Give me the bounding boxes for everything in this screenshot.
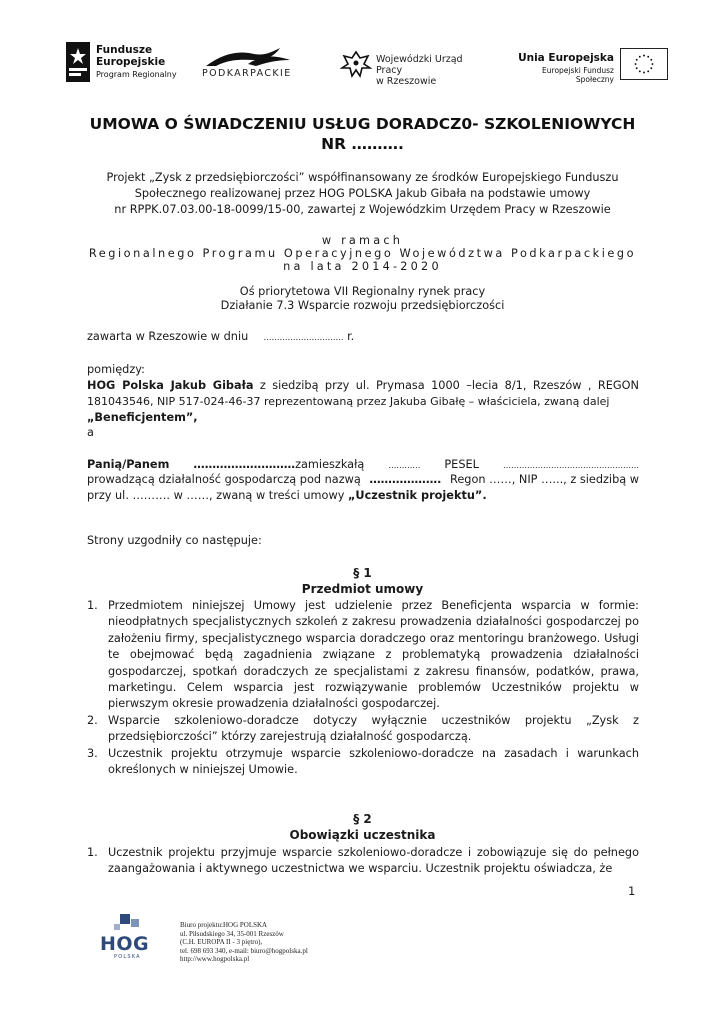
axis-line-1: Oś priorytetowa VII Regionalny rynek pracy	[239, 285, 486, 298]
hog-word: HOG	[100, 933, 150, 955]
page-number: 1	[628, 884, 636, 898]
participant-pesel-label: PESEL	[444, 458, 479, 471]
footer-line: tel. 698 693 340, e-mail: biuro@hogpolska.pl	[180, 946, 308, 955]
hog-squares-icon	[100, 913, 160, 935]
wup-logo	[340, 50, 490, 87]
between-label: pomiędzy:	[87, 363, 145, 376]
item-text: Przedmiotem niniejszej Umowy jest udzielenie przez Beneficjenta wsparcia w formie: nieodpłatnych specjalistycznych szkoleń z zakresu prowadzenia działalności gospodarczej po założeniu firmy, specjalistycznego wsparcia doradczego oraz mentoringu branżowego. Usługi te obejmować będą zagadnienia związane z problematyką prowadzenia działalności gospodarczej, spotkań doradczych ze specjalistami z zakresu finansów, podatków, prawa, marketingu. Celem wsparcia jest rozwiązywanie problemów Uczestników projektu w pierwszym okresie prowadzenia działalności gospodarczej.	[108, 599, 639, 711]
fundusze-europejskie-logo	[66, 42, 186, 84]
participant-name-dots: ………………………	[193, 458, 296, 471]
participant-regon-nip: Regon ……, NIP …..., z siedzibą w	[450, 473, 639, 486]
concluded-suffix: r.	[347, 330, 355, 343]
project-line-3: nr RPPK.07.03.00-18-0099/15-00, zawartej z Wojewódzkim Urzędem Pracy w Rzeszowie	[114, 203, 611, 216]
section1-title: Przedmiot umowy	[301, 582, 424, 596]
item-number: 2.	[87, 713, 98, 727]
section1-list	[87, 598, 639, 778]
section1-item	[87, 746, 639, 779]
beneficiary-line-2: 181043546, NIP 517-024-46-37 reprezentowaną przez Jakuba Gibałę – właściciela, zwaną dalej	[87, 395, 610, 408]
eu-flag-icon	[620, 48, 668, 80]
podkarpackie-text: PODKARPACKIE	[202, 68, 292, 79]
agreed-line: Strony uzgodniły co następuje:	[87, 534, 262, 547]
beneficiary-alias: „Beneficjentem”,	[87, 411, 198, 424]
item-number: 1.	[87, 846, 98, 859]
eu-line2: Europejski Fundusz Społeczny	[542, 66, 614, 84]
fe-star-icon	[66, 42, 90, 82]
participant-line-3	[87, 488, 639, 504]
beneficiary-name-bold: HOG Polska Jakub Gibała	[87, 379, 254, 392]
section2-list	[87, 845, 639, 878]
podkarpackie-swoosh-icon	[198, 46, 302, 68]
concluded-line	[87, 329, 639, 346]
concluded-dots: …………………………	[263, 333, 344, 342]
section2-item	[87, 845, 639, 878]
project-line-2: Społecznego realizowanej przez HOG POLSKA Jakub Gibała na podstawie umowy	[134, 187, 591, 200]
fe-line1: Fundusze	[96, 44, 153, 56]
fe-line3: Program Regionalny	[96, 70, 177, 79]
item-text: Wsparcie szkoleniowo-doradcze dotyczy wyłącznie uczestników projektu „Zysk z przedsiębiorczości” którzy zarejestrują działalność gospodarczą.	[108, 713, 639, 744]
participant-residence: zamieszkałą	[295, 458, 365, 471]
section1-item	[87, 713, 639, 746]
eu-logo	[510, 48, 710, 82]
beneficiary-address: z siedzibą przy ul. Prymasa 1000 –lecia 8/1, Rzeszów , REGON	[259, 379, 639, 392]
eu-line1: Unia Europejska	[518, 52, 614, 64]
footer-line: ul. Piłsudskiego 34, 35-001 Rzeszów	[180, 929, 284, 938]
participant-pesel-dots: ……………………………………………	[503, 461, 639, 470]
program-line-2: Regionalnego Programu Operacyjnego Województwa Podkarpackiego	[88, 247, 637, 260]
wup-line2: w Rzeszowie	[376, 76, 437, 87]
participant-alias: „Uczestnik projektu”.	[347, 489, 487, 502]
concluded-prefix: zawarta w Rzeszowie w dniu	[87, 330, 249, 343]
beneficiary-line-1	[87, 378, 639, 394]
hog-sub: POLSKA	[114, 954, 141, 960]
section2-number: § 2	[353, 812, 372, 826]
and-label: a	[87, 426, 94, 439]
item-text: Uczestnik projektu otrzymuje wsparcie szkoleniowo-doradcze na zasadach i warunkach określonych w niniejszej Umowie.	[108, 746, 639, 777]
footer-line: Biuro projektu:HOG POLSKA	[180, 921, 268, 929]
footer-line: (C.H. EUROPA II - 3 piętro),	[180, 938, 263, 947]
item-number: 1.	[87, 599, 98, 612]
participant-business: prowadzącą działalność gospodarczą pod nazwą	[87, 473, 361, 486]
section1-number: § 1	[353, 566, 372, 580]
item-text: Uczestnik projektu przyjmuje wsparcie szkoleniowo-doradcze i zobowiązuje się do pełnego zaangażowania i aktywnego uczestnictwa we wsparciu. Uczestnik projektu oświadcza, że	[108, 846, 639, 876]
participant-business-dots: ……………….	[369, 473, 442, 486]
axis-line-2: Działanie 7.3 Wsparcie rozwoju przedsiębiorczości	[220, 299, 505, 312]
footer-link[interactable]: http://www.hogpolska.pl	[180, 955, 250, 964]
footer-address	[180, 921, 308, 964]
podkarpackie-logo	[198, 46, 302, 84]
section2-title: Obowiązki uczestnika	[289, 828, 436, 842]
contract-number: NR ……….	[321, 135, 404, 153]
participant-line-2	[87, 472, 639, 488]
project-line-1: Projekt „Zysk z przedsiębiorczości” współfinansowany ze środków Europejskiego Funduszu	[106, 171, 619, 184]
participant-label: Panią/Panem	[87, 458, 170, 471]
contract-title: UMOWA O ŚWIADCZENIU USŁUG DORADCZ0- SZKOLENIOWYCH	[89, 115, 636, 133]
program-line-1: w ramach	[321, 234, 404, 247]
program-line-3: na lata 2014-2020	[283, 260, 442, 273]
item-number: 3.	[87, 746, 98, 760]
participant-street: przy ul. ………. w ……, zwaną w treści umowy	[87, 489, 345, 502]
wup-line1: Wojewódzki Urząd Pracy	[376, 54, 463, 76]
hog-polska-logo	[100, 913, 160, 969]
section1-item	[87, 598, 639, 713]
fe-line2: Europejskie	[96, 56, 166, 68]
wup-eagle-icon	[340, 50, 372, 80]
participant-residence-dots: …………	[388, 461, 421, 470]
